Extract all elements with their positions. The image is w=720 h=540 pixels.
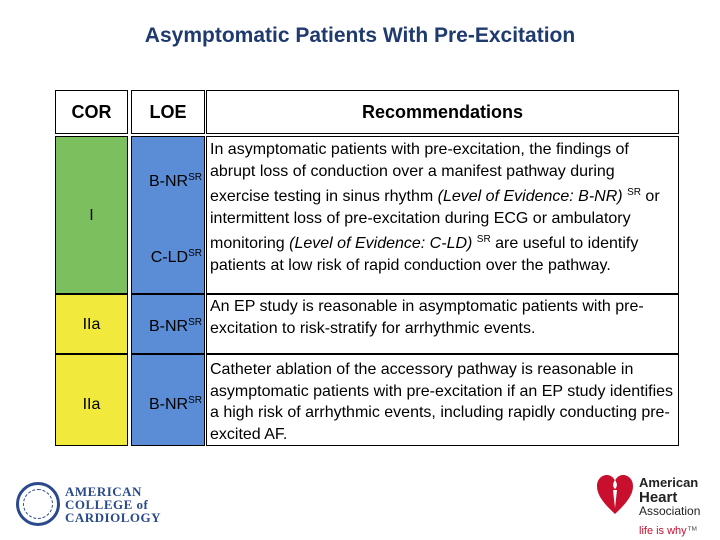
loe-cell-row-1 (131, 136, 205, 294)
header-cor: COR (55, 90, 128, 134)
acc-seal-icon (16, 482, 60, 526)
loe-cell-row-3 (131, 354, 205, 446)
cor-cell-row-2 (55, 294, 128, 354)
loe-label: $C-LD^{SR}$ (150, 248, 202, 266)
header-recommendations: Recommendations (206, 90, 679, 134)
cor-label: IIa (82, 316, 101, 333)
loe-label: $B-NR^{SR}$ (148, 172, 202, 190)
recommendation-cell-row-3 (206, 354, 679, 446)
slide-title: Asymptomatic Patients With Pre-Excitation (144, 24, 576, 47)
acc-logo (16, 482, 161, 526)
loe-label: $B-NR^{SR}$ (148, 395, 202, 413)
cor-cell-row-3 (55, 354, 128, 446)
recommendation-text: Catheter ablation of the accessory pathway is reasonable in asymptomatic patients with pre-excitation if an EP study identifies a high risk of arrhythmic events, including rapidly conducting pre-excited AF. (210, 361, 674, 443)
recommendation-cell-row-1 (206, 136, 679, 294)
heart-torch-icon (596, 472, 634, 516)
recommendation-text: An EP study is reasonable in asymptomatic patients with pre-excitation to risk-stratify for arrhythmic events. (210, 298, 644, 337)
loe-cell-row-2 (131, 294, 205, 354)
cor-cell-row-1 (55, 136, 128, 294)
acc-logo-text: AMERICAN COLLEGE of CARDIOLOGY (65, 483, 162, 525)
loe-label: $B-NR^{SR}$ (148, 317, 202, 335)
recommendation-text: In asymptomatic patients with pre-excitation, the findings of abrupt loss of conduction over a manifest pathway during exercise testing in sinus rhythm (Level of Evidence: B-NR) $^{SR}$ or intermittent loss of pre-excitation during ECG or ambulatory monitoring (Level of Evidence: C-LD) $^{SR}$ are useful to identify patients at low risk of rapid conduction over the pathway. (210, 141, 660, 274)
recommendation-cell-row-2 (206, 294, 679, 354)
cor-label: IIa (82, 396, 101, 413)
cor-label: I (89, 207, 94, 224)
aha-tagline: life is why™ (639, 525, 698, 537)
header-loe: LOE (131, 90, 205, 134)
aha-logo-text: American Heart Association (639, 475, 701, 518)
